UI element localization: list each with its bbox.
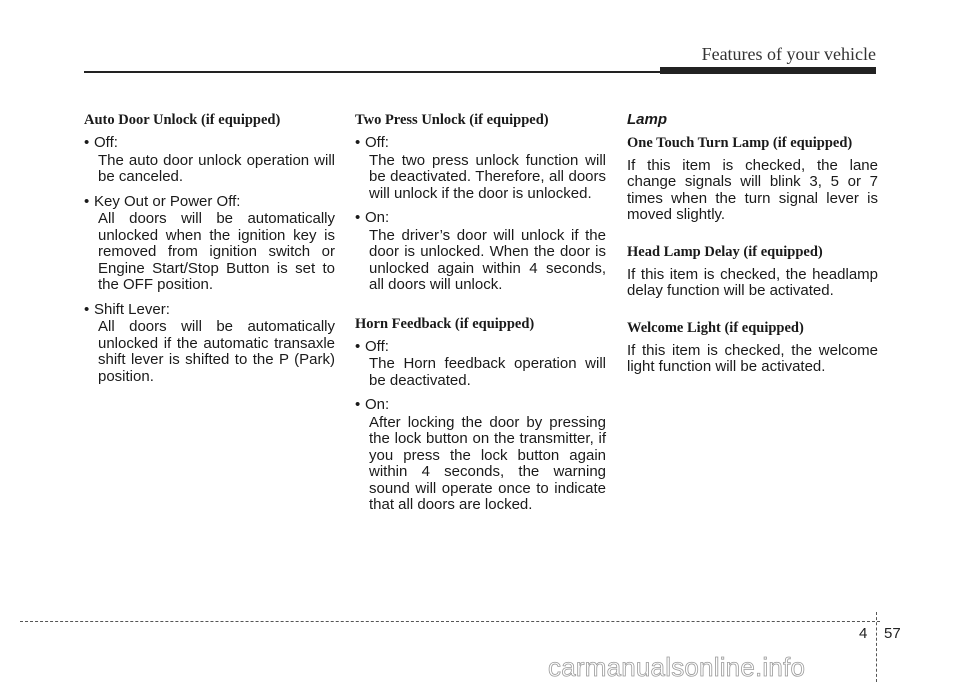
one-touch-turn-lamp-text: If this item is checked, the lane change signals will blink 3, 5 or 7 times when the turn signal lever is moved slightly.	[627, 156, 878, 223]
chapter-number: 4	[859, 625, 868, 642]
bullet-description: The auto door unlock operation will be canceled.	[98, 151, 335, 185]
bullet-item: • Shift Lever:	[84, 300, 170, 318]
bullet-item: • On:	[355, 209, 390, 226]
horn-feedback-heading: Horn Feedback (if equipped)	[355, 315, 535, 332]
page-number: 57	[884, 625, 901, 642]
page-header-title: Features of your vehicle	[701, 44, 876, 64]
footer-vertical-divider	[876, 612, 877, 682]
footer-divider	[20, 621, 880, 622]
lamp-section-heading: Lamp	[627, 111, 668, 128]
bullet-description: All doors will be automatically unlocked when the ignition key is removed from ignition switch or Engine Start/Stop Button is set to the OFF position.	[98, 210, 335, 293]
bullet-label: Key Out or Power Off:	[94, 192, 241, 210]
bullet-description: The Horn feedback operation will be deactivated.	[369, 355, 606, 389]
welcome-light-text: If this item is checked, the welcome light function will be activated.	[627, 341, 878, 375]
header-rule-thick	[660, 67, 876, 74]
bullet-label: On:	[365, 396, 390, 413]
bullet-label: Shift Lever:	[94, 300, 170, 318]
column-middle	[355, 108, 606, 522]
two-press-unlock-heading: Two Press Unlock (if equipped)	[355, 112, 549, 128]
bullet-description: The driver’s door will unlock if the door is unlocked. When the door is unlocked again within 4 seconds, all doors will unlock.	[369, 226, 606, 293]
bullet-item: • Off:	[84, 134, 118, 151]
bullet-description: All doors will be automatically unlocked if the automatic transaxle shift lever is shifted to the P (Park) position.	[98, 318, 335, 385]
bullet-item: • On:	[355, 396, 390, 413]
bullet-label: Off:	[94, 134, 118, 151]
auto-door-unlock-heading: Auto Door Unlock (if equipped)	[84, 112, 281, 128]
head-lamp-delay-heading: Head Lamp Delay (if equipped)	[627, 243, 823, 260]
bullet-label: On:	[365, 209, 390, 226]
bullet-item: • Key Out or Power Off:	[84, 192, 241, 210]
head-lamp-delay-text: If this item is checked, the headlamp delay function will be activated.	[627, 265, 878, 299]
column-left	[84, 108, 335, 393]
bullet-item: • Off:	[355, 337, 389, 355]
bullet-item: • Off:	[355, 134, 389, 151]
bullet-label: Off:	[365, 134, 389, 151]
welcome-light-heading: Welcome Light (if equipped)	[627, 319, 804, 336]
header-rule-thin	[84, 71, 660, 73]
bullet-description: After locking the door by pressing the lock button on the transmitter, if you press the lock button again within 4 seconds, the warning sound will operate once to indicate that all doors are locked.	[369, 413, 606, 513]
one-touch-turn-lamp-heading: One Touch Turn Lamp (if equipped)	[627, 134, 853, 151]
column-right	[627, 108, 878, 382]
bullet-description: The two press unlock function will be deactivated. Therefore, all doors will unlock if the door is unlocked.	[369, 151, 606, 202]
watermark: carmanualsonline.info	[548, 652, 806, 682]
bullet-label: Off:	[365, 337, 389, 355]
